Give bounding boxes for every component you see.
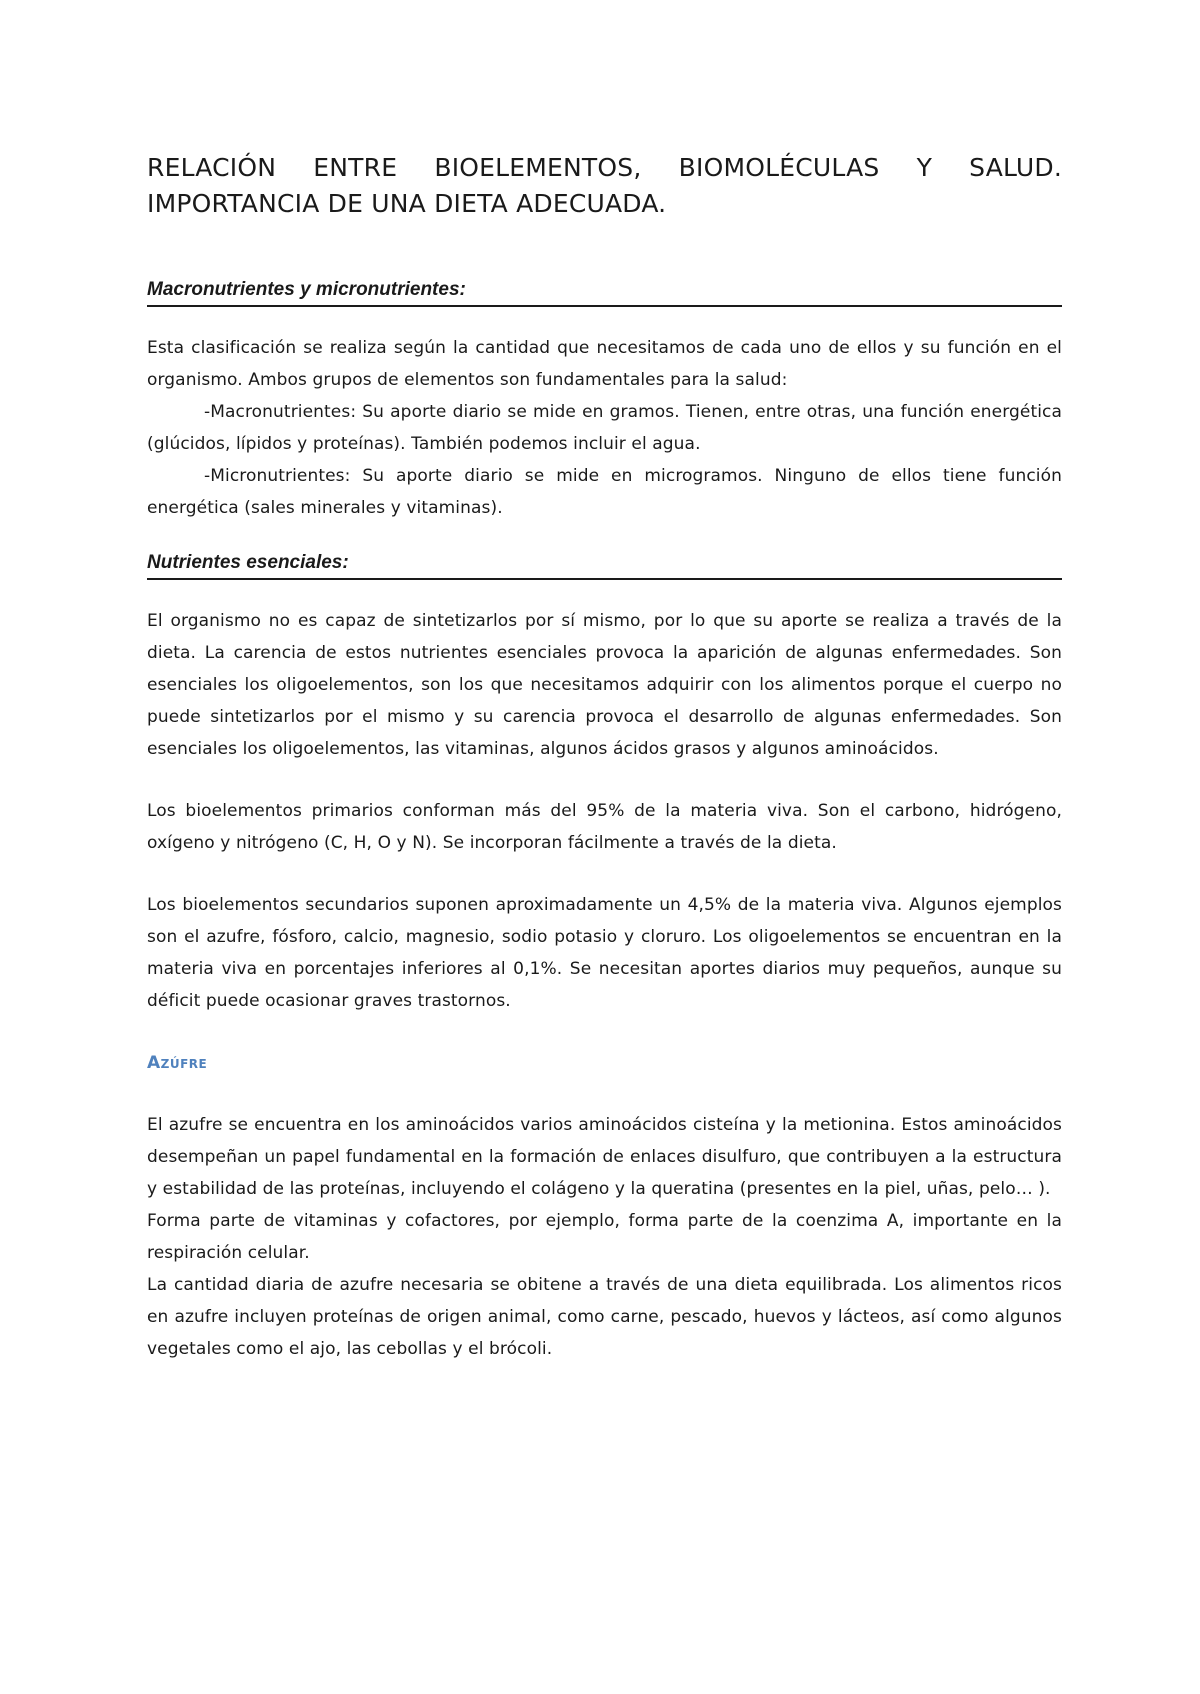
azufre-heading: Azúfre	[147, 1053, 208, 1073]
esenciales-section-heading: Nutrientes esenciales:	[147, 551, 1062, 580]
macro-intro-paragraph: Esta clasificación se realiza según la cantidad que necesitamos de cada uno de ellos y su función en el organismo. Ambos grupos de elementos son fundamentales para la salud:	[147, 338, 1062, 390]
azufre-paragraph-1: El azufre se encuentra en los aminoácidos varios aminoácidos cisteína y la metionina. Estos aminoácidos desempeñan un papel fundamental en la formación de enlaces disulfuro, que contribuyen a la estructura y estabilidad de las proteínas, incluyendo el colágeno y la queratina (presentes en la piel, uñas, pelo… ).	[147, 1115, 1062, 1199]
esenciales-paragraph-1: El organismo no es capaz de sintetizarlos por sí mismo, por lo que su aporte se realiza a través de la dieta. La carencia de estos nutrientes esenciales provoca la aparición de algunas enfermedades. Son esenciales los oligoelementos, son los que necesitamos adquirir con los alimentos porque el cuerpo no puede sintetizarlos por el mismo y su carencia provoca el desarrollo de algunas enfermedades. Son esenciales los oligoelementos, las vitaminas, algunos ácidos grasos y algunos aminoácidos.	[147, 611, 1062, 759]
micronutrientes-item: -Micronutrientes: Su aporte diario se mide en microgramos. Ninguno de ellos tiene función energética (sales minerales y vitaminas).	[147, 466, 1062, 518]
title-line-2: IMPORTANCIA DE UNA DIETA ADECUADA.	[147, 189, 667, 218]
azufre-paragraph-2: Forma parte de vitaminas y cofactores, por ejemplo, forma parte de la coenzima A, importante en la respiración celular.	[147, 1211, 1062, 1263]
document-content	[147, 150, 1062, 1365]
esenciales-paragraph-3: Los bioelementos secundarios suponen aproximadamente un 4,5% de la materia viva. Algunos ejemplos son el azufre, fósforo, calcio, magnesio, sodio potasio y cloruro. Los oligoelementos se encuentran en la materia viva en porcentajes inferiores al 0,1%. Se necesitan aportes diarios muy pequeños, aunque su déficit puede ocasionar graves trastornos.	[147, 895, 1062, 1011]
title-line-1: RELACIÓN ENTRE BIOELEMENTOS, BIOMOLÉCULAS Y SALUD.	[147, 153, 1062, 182]
macronutrientes-item: -Macronutrientes: Su aporte diario se mide en gramos. Tienen, entre otras, una función energética (glúcidos, lípidos y proteínas). También podemos incluir el agua.	[147, 402, 1062, 454]
azufre-paragraph-3: La cantidad diaria de azufre necesaria se obitene a través de una dieta equilibrada. Los alimentos ricos en azufre incluyen proteínas de origen animal, como carne, pescado, huevos y lácteos, así como algunos vegetales como el ajo, las cebollas y el brócoli.	[147, 1275, 1062, 1359]
document-title	[147, 150, 1062, 222]
macro-section-heading: Macronutrientes y micronutrientes:	[147, 278, 1062, 307]
esenciales-paragraph-2: Los bioelementos primarios conforman más del 95% de la materia viva. Son el carbono, hidrógeno, oxígeno y nitrógeno (C, H, O y N). Se incorporan fácilmente a través de la dieta.	[147, 801, 1062, 853]
